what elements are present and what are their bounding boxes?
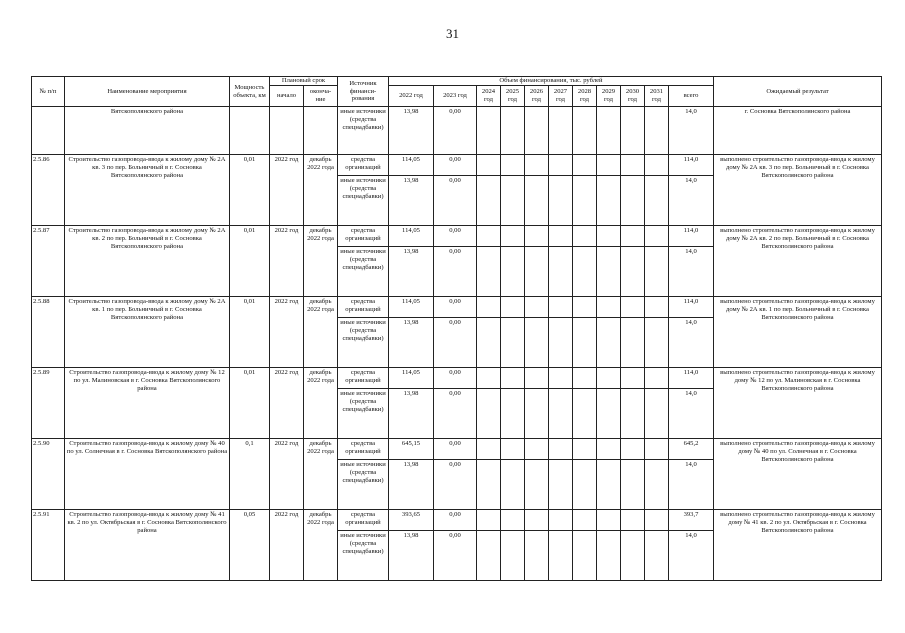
- row-capacity: 0,05: [230, 510, 270, 581]
- row-2023-2: 0,00: [434, 389, 477, 439]
- row-total-1: 114,0: [669, 297, 714, 318]
- row-source-1: средства организаций: [338, 226, 389, 247]
- header-source: Источник финанси-рования: [338, 77, 389, 107]
- row-end: декабрь 2022 года: [304, 510, 338, 581]
- row-source-1: средства организаций: [338, 510, 389, 531]
- row-end: декабрь 2022 года: [304, 226, 338, 297]
- row-num: 2.5.90: [32, 439, 65, 510]
- continuation-row: [32, 107, 882, 155]
- row-name: Строительство газопровода-ввода к жилому дому № 2А кв. 3 по пер. Больничный в г. Сосновка Вятскополянского района: [65, 155, 230, 226]
- row-2022-2: 13,98: [389, 531, 434, 581]
- row-total-2: 14,0: [669, 176, 714, 226]
- row-2022-1: 114,05: [389, 155, 434, 176]
- row-source-2: иные источники (средства спецнадбавки): [338, 531, 389, 581]
- row-total-2: 14,0: [669, 531, 714, 581]
- row-total-2: 14,0: [669, 318, 714, 368]
- row-end: декабрь 2022 года: [304, 368, 338, 439]
- row-total-1: 114,0: [669, 226, 714, 247]
- row-source-1: средства организаций: [338, 439, 389, 460]
- row-source-2: иные источники (средства спецнадбавки): [338, 389, 389, 439]
- header-year: 2025 год: [501, 86, 525, 107]
- row-capacity: 0,1: [230, 439, 270, 510]
- row-source-1: средства организаций: [338, 368, 389, 389]
- row-2022-2: 13,98: [389, 389, 434, 439]
- row-num: 2.5.89: [32, 368, 65, 439]
- table-row: [32, 439, 882, 460]
- row-total-2: 14,0: [669, 389, 714, 439]
- row-name: Строительство газопровода-ввода к жилому дому № 12 по ул. Малиновская в г. Сосновка Вятскополянского района: [65, 368, 230, 439]
- row-2022-1: 393,65: [389, 510, 434, 531]
- row-2022-2: 13,98: [389, 176, 434, 226]
- row-2022-2: 13,98: [389, 247, 434, 297]
- row-source-2: иные источники (средства спецнадбавки): [338, 318, 389, 368]
- row-name: Строительство газопровода-ввода к жилому дому № 2А кв. 1 по пер. Больничный в г. Сосновка Вятскополянского района: [65, 297, 230, 368]
- row-2022-2: 13,98: [389, 318, 434, 368]
- row-total-1: 645,2: [669, 439, 714, 460]
- row-2023-2: 0,00: [434, 247, 477, 297]
- table-row: [32, 510, 882, 531]
- row-end: декабрь 2022 года: [304, 439, 338, 510]
- row-total-1: 114,0: [669, 155, 714, 176]
- row-name: Строительство газопровода-ввода к жилому дому № 2А кв. 2 по пер. Больничный в г. Сосновка Вятскополянского района: [65, 226, 230, 297]
- header-year: 2023 год: [434, 86, 477, 107]
- row-2023-2: 0,00: [434, 531, 477, 581]
- header-year: 2029 год: [597, 86, 621, 107]
- header-end: оконча-ние: [304, 86, 338, 107]
- row-2023-2: 0,00: [434, 318, 477, 368]
- row-2023-1: 0,00: [434, 510, 477, 531]
- row-start: 2022 год: [270, 226, 304, 297]
- row-start: 2022 год: [270, 368, 304, 439]
- header-year: 2026 год: [525, 86, 549, 107]
- row-source-1: средства организаций: [338, 297, 389, 318]
- header-year: 2022 год: [389, 86, 434, 107]
- row-2022-2: 13,98: [389, 460, 434, 510]
- row-2023-2: 0,00: [434, 460, 477, 510]
- row-capacity: 0,01: [230, 368, 270, 439]
- header-year: 2028 год: [573, 86, 597, 107]
- row-result: выполнено строительство газопровода-ввода к жилому дому № 41 кв. 2 по ул. Октябрьская в г. Сосновка Вятскополянского района: [714, 510, 882, 581]
- page-number: 31: [446, 26, 459, 41]
- row-2022-1: 114,05: [389, 368, 434, 389]
- header-plan-term: Плановый срок: [270, 77, 338, 86]
- row-capacity: 0,01: [230, 226, 270, 297]
- continuation-2022: 13,98: [389, 107, 434, 155]
- row-result: выполнено строительство газопровода-ввода к жилому дому № 12 по ул. Малиновская в г. Сосновка Вятскополянского района: [714, 368, 882, 439]
- row-num: 2.5.86: [32, 155, 65, 226]
- funding-table: [31, 76, 882, 581]
- row-result: выполнено строительство газопровода-ввода к жилому дому № 40 по ул. Солнечная в г. Сосновка Вятскополянского района: [714, 439, 882, 510]
- row-start: 2022 год: [270, 155, 304, 226]
- row-start: 2022 год: [270, 297, 304, 368]
- table-row: [32, 297, 882, 318]
- continuation-source: иные источники (средства спецнадбавки): [338, 107, 389, 155]
- row-total-1: 114,0: [669, 368, 714, 389]
- row-2023-1: 0,00: [434, 155, 477, 176]
- row-result: выполнено строительство газопровода-ввода к жилому дому № 2А кв. 1 по пер. Больничный в г. Сосновка Вятскополянского района: [714, 297, 882, 368]
- header-year: 2027 год: [549, 86, 573, 107]
- row-end: декабрь 2022 года: [304, 155, 338, 226]
- table-row: [32, 226, 882, 247]
- header-start: начало: [270, 86, 304, 107]
- continuation-result: г. Сосновка Вятскополянского района: [714, 107, 882, 155]
- row-2023-1: 0,00: [434, 368, 477, 389]
- row-source-2: иные источники (средства спецнадбавки): [338, 176, 389, 226]
- row-2022-1: 114,05: [389, 226, 434, 247]
- continuation-2023: 0,00: [434, 107, 477, 155]
- continuation-total: 14,0: [669, 107, 714, 155]
- row-2022-1: 645,15: [389, 439, 434, 460]
- row-end: декабрь 2022 года: [304, 297, 338, 368]
- row-result: выполнено строительство газопровода-ввода к жилому дому № 2А кв. 3 по пер. Больничный в г. Сосновка Вятскополянского района: [714, 155, 882, 226]
- row-result: выполнено строительство газопровода-ввода к жилому дому № 2А кв. 2 по пер. Больничный в г. Сосновка Вятскополянского района: [714, 226, 882, 297]
- header-result: Ожидаемый результат: [714, 77, 882, 107]
- row-2022-1: 114,05: [389, 297, 434, 318]
- row-2023-1: 0,00: [434, 226, 477, 247]
- header-total: всего: [669, 86, 714, 107]
- row-2023-1: 0,00: [434, 439, 477, 460]
- row-source-1: средства организаций: [338, 155, 389, 176]
- row-source-2: иные источники (средства спецнадбавки): [338, 460, 389, 510]
- row-total-1: 393,7: [669, 510, 714, 531]
- header-name: Наименование мероприятия: [65, 77, 230, 107]
- table-row: [32, 368, 882, 389]
- row-2023-1: 0,00: [434, 297, 477, 318]
- row-name: Строительство газопровода-ввода к жилому дому № 41 кв. 2 по ул. Октябрьская в г. Сосновка Вятскополянского района: [65, 510, 230, 581]
- row-capacity: 0,01: [230, 297, 270, 368]
- row-start: 2022 год: [270, 510, 304, 581]
- row-total-2: 14,0: [669, 460, 714, 510]
- row-total-2: 14,0: [669, 247, 714, 297]
- header-num: № п/п: [32, 77, 65, 107]
- row-start: 2022 год: [270, 439, 304, 510]
- header-year: 2031 год: [645, 86, 669, 107]
- row-name: Строительство газопровода-ввода к жилому дому № 40 по ул. Солнечная в г. Сосновка Вятскополянского района: [65, 439, 230, 510]
- continuation-name: Вятскополянского района: [65, 107, 230, 155]
- row-num: 2.5.88: [32, 297, 65, 368]
- header-year: 2030 год: [621, 86, 645, 107]
- header-capacity: Мощность объекта, км: [230, 77, 270, 107]
- row-2023-2: 0,00: [434, 176, 477, 226]
- header-year: 2024 год: [477, 86, 501, 107]
- table-row: [32, 155, 882, 176]
- row-num: 2.5.87: [32, 226, 65, 297]
- row-source-2: иные источники (средства спецнадбавки): [338, 247, 389, 297]
- row-capacity: 0,01: [230, 155, 270, 226]
- header-funding: Объем финансирования, тыс. рублей: [389, 77, 714, 86]
- row-num: 2.5.91: [32, 510, 65, 581]
